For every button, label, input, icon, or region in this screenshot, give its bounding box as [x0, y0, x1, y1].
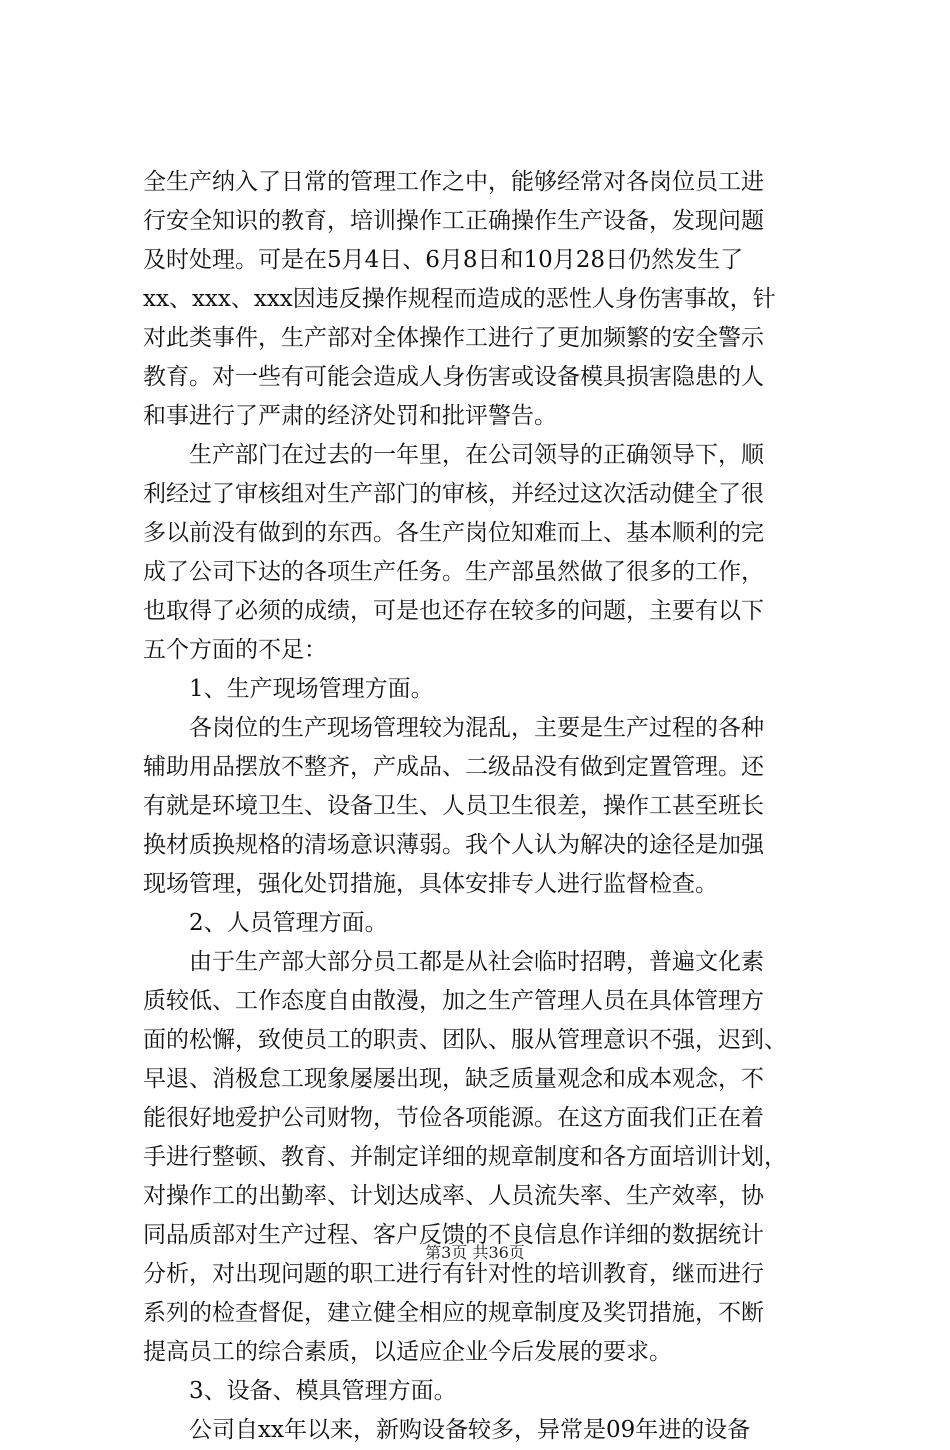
section-heading: 1、生产现场管理方面。 — [143, 676, 434, 702]
text-line: 多以前没有做到的东西。各生产岗位知难而上、基本顺利的完 — [143, 520, 764, 546]
text-line: 能很好地爱护公司财物，节俭各项能源。在这方面我们正在着 — [143, 1105, 764, 1131]
text-line: 辅助用品摆放不整齐，产成品、二级品没有做到定置管理。还 — [143, 754, 764, 780]
text-line: 对此类事件，生产部对全体操作工进行了更加频繁的安全警示 — [143, 325, 764, 351]
text-line: 和事进行了严肃的经济处罚和批评警告。 — [143, 403, 557, 429]
text-line: 利经过了审核组对生产部门的审核，并经过这次活动健全了很 — [143, 481, 764, 507]
text-line: 手进行整顿、教育、并制定详细的规章制度和各方面培训计划， — [143, 1144, 787, 1170]
text-line: 由于生产部大部分员工都是从社会临时招聘，普遍文化素 — [143, 949, 764, 975]
text-line: 质较低、工作态度自由散漫，加之生产管理人员在具体管理方 — [143, 988, 764, 1014]
page-number-footer: 第3页 共36页 — [425, 1243, 525, 1262]
text-line: 行安全知识的教育，培训操作工正确操作生产设备，发现问题 — [143, 208, 764, 234]
section-heading: 3、设备、模具管理方面。 — [143, 1378, 457, 1404]
section-heading: 2、人员管理方面。 — [143, 910, 388, 936]
text-line: 提高员工的综合素质，以适应企业今后发展的要求。 — [143, 1339, 672, 1365]
text-line: 系列的检查督促，建立健全相应的规章制度及奖罚措施，不断 — [143, 1300, 764, 1326]
text-line: 生产部门在过去的一年里，在公司领导的正确领导下，顺 — [143, 442, 764, 468]
text-line: 五个方面的不足： — [143, 637, 327, 663]
text-line: 早退、消极怠工现象屡屡出现，缺乏质量观念和成本观念，不 — [143, 1066, 764, 1092]
text-line: 全生产纳入了日常的管理工作之中，能够经常对各岗位员工进 — [143, 169, 764, 195]
text-line: 教育。对一些有可能会造成人身伤害或设备模具损害隐患的人 — [143, 364, 764, 390]
text-line: 公司自xx年以来，新购设备较多，异常是09年进的设备 — [143, 1417, 751, 1443]
text-line: 分析，对出现问题的职工进行有针对性的培训教育，继而进行 — [143, 1261, 764, 1287]
text-line: 对操作工的出勤率、计划达成率、人员流失率、生产效率，协 — [143, 1183, 764, 1209]
text-line: 各岗位的生产现场管理较为混乱，主要是生产过程的各种 — [143, 715, 764, 741]
text-line: 及时处理。可是在5月4日、6月8日和10月28日仍然发生了 — [143, 247, 744, 273]
text-line: 面的松懈，致使员工的职责、团队、服从管理意识不强，迟到、 — [143, 1027, 787, 1053]
text-line: 同品质部对生产过程、客户反馈的不良信息作详细的数据统计 — [143, 1222, 764, 1248]
text-line: xx、xxx、xxx因违反操作规程而造成的恶性人身伤害事故，针 — [143, 286, 776, 312]
text-line: 现场管理，强化处罚措施，具体安排专人进行监督检查。 — [143, 871, 718, 897]
text-line: 成了公司下达的各项生产任务。生产部虽然做了很多的工作， — [143, 559, 764, 585]
text-line: 也取得了必须的成绩，可是也还存在较多的问题，主要有以下 — [143, 598, 764, 624]
text-line: 换材质换规格的清场意识薄弱。我个人认为解决的途径是加强 — [143, 832, 764, 858]
text-line: 有就是环境卫生、设备卫生、人员卫生很差，操作工甚至班长 — [143, 793, 764, 819]
